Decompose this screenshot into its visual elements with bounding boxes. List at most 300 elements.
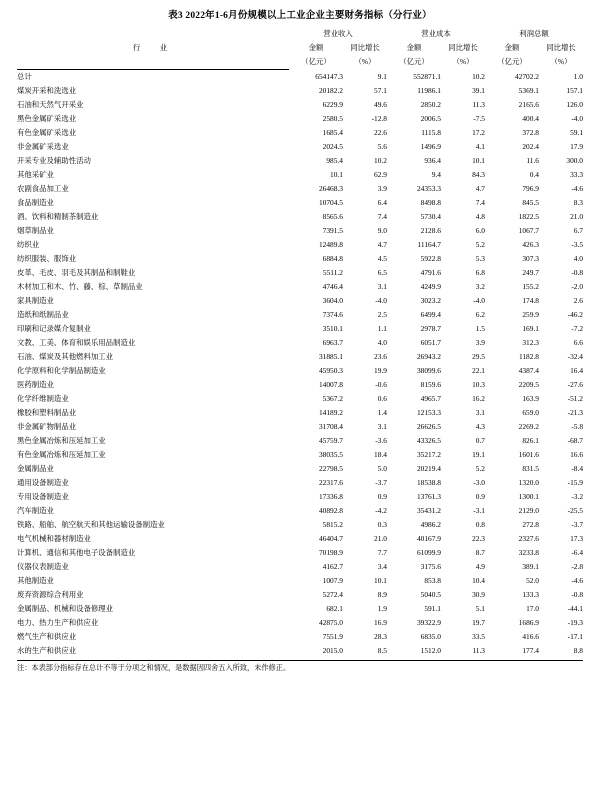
row-revenue-growth: 2.5 [377, 309, 387, 319]
table-row [17, 196, 583, 210]
row-industry-name: 专用设备制造业 [16, 491, 69, 501]
row-revenue-growth: 6.4 [377, 197, 387, 207]
row-revenue-growth: 5.0 [377, 463, 387, 473]
row-cost-amount: 11164.7 [417, 239, 441, 249]
table-row [17, 84, 583, 98]
row-profit-amount: 1822.5 [518, 211, 539, 221]
row-cost-growth: 10.2 [472, 71, 485, 81]
row-cost-growth: 4.8 [475, 211, 485, 221]
subheader-cost-growth-unit: （%） [452, 57, 474, 67]
row-profit-amount: 11.6 [526, 155, 539, 165]
row-profit-amount: 174.8 [522, 295, 539, 305]
row-profit-growth: 1.0 [573, 71, 584, 81]
row-profit-amount: 845.5 [522, 197, 539, 207]
row-industry-name: 皮革、毛皮、羽毛及其制品和制鞋业 [16, 267, 136, 277]
page-title: 表3 2022年1-6月份规模以上工业企业主要财务指标（分行业） [168, 11, 432, 21]
row-industry-name: 金属制品、机械和设备修理业 [16, 603, 114, 613]
row-cost-amount: 853.8 [424, 575, 441, 585]
row-profit-growth: -2.8 [571, 561, 584, 571]
row-cost-amount: 1496.9 [420, 141, 441, 151]
row-revenue-amount: 985.4 [326, 155, 343, 165]
row-revenue-growth: 4.5 [377, 253, 387, 263]
row-profit-growth: 126.0 [566, 99, 584, 109]
row-profit-amount: 1601.6 [518, 449, 539, 459]
subheader-cost-amount-line1: 金额 [406, 43, 422, 53]
row-cost-growth: 3.2 [475, 281, 485, 291]
table-row [17, 308, 583, 322]
row-revenue-growth: 19.9 [374, 365, 387, 375]
row-cost-growth: -3.0 [473, 477, 485, 487]
table-row [17, 378, 583, 392]
row-cost-amount: 39322.9 [416, 617, 441, 627]
table-row [17, 448, 583, 462]
table-row [17, 616, 583, 630]
row-industry-name: 通用设备制造业 [16, 477, 69, 487]
row-revenue-amount: 5367.2 [322, 393, 343, 403]
table-row [17, 266, 583, 280]
table-row [17, 112, 583, 126]
row-cost-amount: 40167.9 [416, 533, 441, 543]
row-profit-growth: -3.5 [571, 239, 584, 249]
row-revenue-amount: 4746.4 [322, 281, 343, 291]
row-revenue-growth: 0.3 [377, 519, 387, 529]
column-header-industry: 行 业 [17, 27, 289, 69]
row-profit-growth: 157.1 [566, 85, 584, 95]
row-cost-growth: 33.5 [472, 631, 485, 641]
row-profit-growth: -4.6 [571, 183, 584, 193]
row-revenue-growth: 10.1 [374, 575, 387, 585]
row-cost-amount: 1115.8 [421, 127, 441, 137]
table-row [17, 560, 583, 574]
row-profit-growth: -46.2 [567, 309, 584, 319]
subheader-revenue-amount-unit: （亿元） [301, 57, 331, 67]
table-row [17, 630, 583, 644]
row-revenue-growth: 10.2 [374, 155, 387, 165]
row-revenue-growth: 5.6 [377, 141, 387, 151]
row-profit-amount: 17.0 [526, 603, 539, 613]
row-profit-growth: 8.3 [573, 197, 584, 207]
row-revenue-growth: 3.1 [377, 421, 387, 431]
row-revenue-growth: 21.0 [374, 533, 387, 543]
row-profit-amount: 2269.2 [518, 421, 539, 431]
row-industry-name: 汽车制造业 [16, 505, 54, 515]
row-revenue-growth: 4.0 [377, 337, 387, 347]
table-row [17, 406, 583, 420]
row-revenue-growth: 3.4 [377, 561, 387, 571]
row-profit-growth: -68.7 [567, 435, 584, 445]
row-cost-growth: 10.4 [472, 575, 485, 585]
row-cost-amount: 35217.2 [416, 449, 441, 459]
row-profit-growth: -4.0 [571, 113, 584, 123]
row-profit-amount: 2209.5 [518, 379, 539, 389]
row-profit-growth: -2.0 [571, 281, 584, 291]
row-revenue-amount: 8565.6 [322, 211, 343, 221]
row-profit-amount: 4387.4 [518, 365, 539, 375]
column-group-revenue: 营业收入 [323, 29, 353, 39]
row-profit-amount: 659.0 [522, 407, 539, 417]
row-industry-name: 水的生产和供应业 [16, 645, 77, 655]
row-cost-growth: -3.1 [473, 505, 485, 515]
row-cost-growth: 4.3 [475, 421, 485, 431]
row-industry-name: 非金属矿物制品业 [16, 421, 77, 431]
row-industry-name: 铁路、船舶、航空航天和其他运输设备制造业 [16, 519, 165, 529]
row-cost-growth: 5.2 [475, 239, 485, 249]
row-revenue-growth: -4.2 [375, 505, 387, 515]
row-profit-amount: 426.3 [522, 239, 539, 249]
row-profit-growth: -21.3 [567, 407, 584, 417]
row-industry-name: 电气机械和器材制造业 [16, 533, 91, 543]
row-cost-amount: 2978.7 [420, 323, 441, 333]
row-cost-amount: 4249.9 [420, 281, 441, 291]
row-profit-amount: 1686.9 [518, 617, 539, 627]
row-industry-name: 有色金属矿采选业 [16, 127, 77, 137]
row-cost-amount: 43326.5 [416, 435, 441, 445]
row-industry-name: 黑色金属矿采选业 [16, 113, 77, 123]
row-cost-growth: 10.1 [472, 155, 485, 165]
row-revenue-growth: 8.5 [377, 645, 387, 655]
row-industry-name: 纺织业 [16, 239, 40, 249]
row-cost-growth: 17.2 [472, 127, 485, 137]
row-cost-growth: 7.4 [475, 197, 485, 207]
row-profit-amount: 2165.6 [518, 99, 539, 109]
row-profit-amount: 202.4 [522, 141, 539, 151]
subheader-cost-growth-line1: 同比增长 [448, 43, 478, 53]
table-row [17, 588, 583, 602]
row-industry-name: 其他采矿业 [16, 169, 54, 179]
row-cost-growth: 19.1 [472, 449, 485, 459]
row-industry-name: 造纸和纸制品业 [16, 309, 69, 319]
row-industry-name: 石油、煤炭及其他燃料加工业 [16, 351, 114, 361]
row-revenue-growth: 62.9 [374, 169, 387, 179]
table-row [17, 644, 583, 658]
row-cost-amount: 6835.0 [420, 631, 441, 641]
subheader-revenue-growth-unit: （%） [354, 57, 376, 67]
row-industry-name: 燃气生产和供应业 [16, 631, 77, 641]
row-industry-name: 医药制造业 [16, 379, 54, 389]
row-revenue-amount: 3604.0 [322, 295, 343, 305]
row-profit-growth: -19.3 [567, 617, 584, 627]
row-revenue-growth: 3.9 [377, 183, 387, 193]
row-profit-growth: 17.3 [570, 533, 584, 543]
table-row [17, 476, 583, 490]
row-cost-amount: 3175.6 [420, 561, 441, 571]
row-revenue-amount: 6963.7 [322, 337, 343, 347]
row-profit-growth: -5.8 [571, 421, 584, 431]
row-revenue-amount: 5815.2 [322, 519, 343, 529]
row-profit-amount: 163.9 [522, 393, 539, 403]
row-industry-name: 橡胶和塑料制品业 [16, 407, 77, 417]
row-cost-amount: 13761.3 [416, 491, 441, 501]
row-industry-name: 酒、饮料和精制茶制造业 [16, 211, 99, 221]
row-profit-growth: -0.8 [571, 589, 584, 599]
table-row [17, 364, 583, 378]
row-revenue-growth: -0.6 [375, 379, 387, 389]
row-cost-growth: 10.3 [472, 379, 485, 389]
row-cost-growth: 4.9 [475, 561, 485, 571]
row-revenue-growth: -4.0 [375, 295, 387, 305]
subheader-revenue-growth-line1: 同比增长 [350, 43, 380, 53]
row-profit-growth: 4.0 [573, 253, 584, 263]
row-revenue-amount: 6229.9 [322, 99, 343, 109]
row-industry-name: 非金属矿采选业 [16, 141, 69, 151]
row-industry-name: 家具制造业 [16, 295, 54, 305]
row-profit-amount: 831.5 [522, 463, 539, 473]
row-industry-name: 计算机、通信和其他电子设备制造业 [16, 547, 136, 557]
row-cost-growth: 4.7 [475, 183, 485, 193]
row-profit-amount: 3233.8 [518, 547, 539, 557]
row-cost-amount: 5730.4 [420, 211, 441, 221]
row-cost-growth: 84.3 [472, 169, 485, 179]
row-cost-amount: 9.4 [431, 169, 441, 179]
row-revenue-amount: 1007.9 [322, 575, 343, 585]
row-cost-growth: -7.5 [473, 113, 485, 123]
row-revenue-amount: 12489.8 [318, 239, 343, 249]
row-profit-growth: -4.6 [571, 575, 584, 585]
row-cost-amount: 2128.6 [420, 225, 441, 235]
row-revenue-growth: 1.1 [377, 323, 387, 333]
row-profit-growth: 17.9 [570, 141, 584, 151]
row-cost-amount: 4986.2 [420, 519, 441, 529]
row-revenue-growth: 49.6 [374, 99, 387, 109]
row-revenue-amount: 26468.3 [318, 183, 343, 193]
table-row [17, 434, 583, 448]
table-footnote [17, 660, 583, 673]
row-cost-amount: 20219.4 [416, 463, 441, 473]
subheader-profit-growth-line1: 同比增长 [546, 43, 576, 53]
row-cost-growth: 22.3 [472, 533, 485, 543]
table-row [17, 140, 583, 154]
row-industry-name: 开采专业及辅助性活动 [16, 155, 91, 165]
row-cost-amount: 1512.0 [420, 645, 441, 655]
row-profit-growth: 2.6 [573, 295, 584, 305]
row-industry-name: 电力、热力生产和供应业 [16, 617, 99, 627]
row-revenue-amount: 45950.3 [318, 365, 343, 375]
row-cost-growth: 30.9 [472, 589, 485, 599]
row-revenue-amount: 3510.1 [322, 323, 343, 333]
row-profit-amount: 2327.6 [518, 533, 539, 543]
row-revenue-growth: -3.7 [375, 477, 387, 487]
row-cost-growth: 5.2 [475, 463, 485, 473]
document-page [0, 7, 600, 673]
row-profit-growth: -17.1 [567, 631, 584, 641]
row-revenue-amount: 4162.7 [322, 561, 343, 571]
row-cost-amount: 4791.6 [420, 267, 441, 277]
table-row [17, 224, 583, 238]
row-revenue-growth: 23.6 [374, 351, 387, 361]
row-revenue-amount: 7374.6 [322, 309, 343, 319]
row-cost-growth: 0.9 [475, 491, 485, 501]
row-revenue-growth: 1.9 [377, 603, 387, 613]
row-revenue-amount: 6884.8 [322, 253, 343, 263]
row-profit-growth: -0.8 [571, 267, 584, 277]
row-cost-growth: 0.7 [475, 435, 485, 445]
table-row [17, 546, 583, 560]
row-revenue-growth: -3.6 [375, 435, 387, 445]
row-profit-amount: 249.7 [522, 267, 539, 277]
row-cost-growth: 6.2 [475, 309, 485, 319]
row-revenue-amount: 1685.4 [322, 127, 343, 137]
row-revenue-amount: 40892.8 [318, 505, 343, 515]
row-profit-amount: 5369.1 [518, 85, 539, 95]
row-profit-growth: 33.3 [570, 169, 584, 179]
table-row [17, 238, 583, 252]
row-cost-amount: 2006.5 [420, 113, 441, 123]
row-cost-amount: 11986.1 [417, 85, 441, 95]
row-industry-name: 化学纤维制造业 [16, 393, 69, 403]
row-cost-growth: 8.7 [475, 547, 485, 557]
row-cost-amount: 24353.3 [416, 183, 441, 193]
row-cost-amount: 26626.5 [416, 421, 441, 431]
row-profit-amount: 826.1 [522, 435, 539, 445]
row-revenue-amount: 17336.8 [318, 491, 343, 501]
row-revenue-amount: 22798.5 [318, 463, 343, 473]
row-industry-name: 石油和天然气开采业 [16, 99, 84, 109]
row-profit-amount: 133.3 [522, 589, 539, 599]
row-cost-amount: 12153.3 [416, 407, 441, 417]
row-revenue-amount: 22317.6 [318, 477, 343, 487]
row-revenue-growth: 16.9 [374, 617, 387, 627]
row-revenue-growth: 9.0 [377, 225, 387, 235]
row-cost-amount: 552871.1 [413, 71, 441, 81]
row-cost-amount: 591.1 [424, 603, 441, 613]
row-profit-amount: 2129.0 [518, 505, 539, 515]
row-profit-amount: 372.8 [522, 127, 539, 137]
row-revenue-amount: 10704.5 [318, 197, 343, 207]
row-profit-growth: 21.0 [570, 211, 584, 221]
row-profit-growth: -3.7 [571, 519, 584, 529]
row-industry-name: 文教、工美、体育和娱乐用品制造业 [16, 337, 136, 347]
row-industry-name: 纺织服装、服饰业 [16, 253, 77, 263]
row-revenue-growth: 22.6 [374, 127, 387, 137]
row-profit-amount: 169.1 [522, 323, 539, 333]
row-industry-name: 木材加工和木、竹、藤、棕、草制品业 [16, 281, 143, 291]
row-industry-name: 有色金属冶炼和压延加工业 [16, 449, 106, 459]
table-row [17, 126, 583, 140]
row-profit-growth: 6.6 [573, 337, 584, 347]
row-cost-growth: 19.7 [472, 617, 485, 627]
row-profit-amount: 177.4 [522, 645, 539, 655]
row-profit-amount: 1320.0 [518, 477, 539, 487]
row-revenue-amount: 14189.2 [318, 407, 343, 417]
row-revenue-amount: 2580.5 [322, 113, 343, 123]
row-cost-amount: 26943.2 [416, 351, 441, 361]
table-row [17, 252, 583, 266]
table-row [17, 322, 583, 336]
row-revenue-growth: 57.1 [374, 85, 387, 95]
row-profit-growth: -3.2 [571, 491, 584, 501]
row-profit-amount: 52.0 [526, 575, 539, 585]
row-profit-amount: 1182.8 [518, 351, 539, 361]
row-industry-name: 总计 [16, 71, 32, 81]
table-body [17, 69, 583, 658]
row-cost-growth: 11.3 [472, 645, 485, 655]
row-revenue-amount: 5272.4 [322, 589, 343, 599]
table-row [17, 154, 583, 168]
row-cost-amount: 18538.8 [416, 477, 441, 487]
row-profit-growth: -25.5 [567, 505, 584, 515]
row-cost-amount: 5040.5 [420, 589, 441, 599]
row-industry-name: 食品制造业 [16, 197, 54, 207]
row-revenue-growth: 0.6 [377, 393, 387, 403]
row-revenue-growth: 7.4 [377, 211, 387, 221]
row-revenue-amount: 42875.0 [318, 617, 343, 627]
row-cost-growth: 16.2 [472, 393, 485, 403]
row-revenue-amount: 38035.5 [318, 449, 343, 459]
row-profit-amount: 155.2 [522, 281, 539, 291]
row-industry-name: 仪器仪表制造业 [16, 561, 69, 571]
row-profit-amount: 389.1 [522, 561, 539, 571]
column-group-profit: 利润总额 [519, 29, 549, 39]
row-cost-growth: 29.5 [472, 351, 485, 361]
row-revenue-growth: 9.1 [377, 71, 387, 81]
table-row [17, 392, 583, 406]
row-revenue-growth: -12.8 [371, 113, 387, 123]
row-profit-growth: -8.4 [571, 463, 584, 473]
row-profit-amount: 307.3 [522, 253, 539, 263]
row-profit-amount: 259.9 [522, 309, 539, 319]
footnote-line-1: 注：本表部分指标存在总计不等于分项之和情况，是数据因四舍五入所致，未作修正。 [17, 663, 291, 672]
table-row [17, 69, 583, 84]
row-profit-amount: 1300.1 [518, 491, 539, 501]
row-cost-growth: 4.1 [475, 141, 485, 151]
row-industry-name: 金属制品业 [16, 463, 54, 473]
row-profit-growth: 59.1 [570, 127, 584, 137]
row-revenue-growth: 7.7 [377, 547, 387, 557]
row-revenue-amount: 2015.0 [322, 645, 343, 655]
row-revenue-amount: 7551.9 [322, 631, 343, 641]
table-row [17, 462, 583, 476]
row-profit-amount: 416.6 [522, 631, 539, 641]
row-cost-growth: 5.1 [475, 603, 485, 613]
subheader-cost-amount-unit: （亿元） [399, 57, 429, 67]
row-cost-growth: -4.0 [473, 295, 485, 305]
row-revenue-amount: 31885.1 [318, 351, 343, 361]
row-profit-growth: -32.4 [567, 351, 584, 361]
row-profit-growth: 16.6 [570, 449, 584, 459]
table-row [17, 490, 583, 504]
column-group-cost: 营业成本 [421, 29, 451, 39]
table-row [17, 420, 583, 434]
row-cost-amount: 6499.4 [420, 309, 441, 319]
row-industry-name: 烟草制品业 [16, 225, 54, 235]
subheader-profit-amount-line1: 金额 [504, 43, 520, 53]
row-revenue-growth: 4.7 [377, 239, 387, 249]
row-industry-name: 农副食品加工业 [16, 183, 69, 193]
table-row [17, 210, 583, 224]
table-row [17, 98, 583, 112]
row-cost-amount: 8498.8 [420, 197, 441, 207]
row-revenue-growth: 28.3 [374, 631, 387, 641]
row-industry-name: 煤炭开采和洗选业 [16, 85, 77, 95]
row-profit-amount: 0.4 [529, 169, 539, 179]
row-revenue-growth: 8.9 [377, 589, 387, 599]
row-cost-amount: 6051.7 [420, 337, 441, 347]
row-revenue-amount: 10.1 [330, 169, 343, 179]
row-revenue-amount: 45759.7 [318, 435, 343, 445]
row-profit-amount: 1067.7 [518, 225, 539, 235]
row-industry-name: 化学原料和化学制品制造业 [16, 365, 106, 375]
row-industry-name: 其他制造业 [16, 575, 54, 585]
subheader-revenue-amount-line1: 金额 [308, 43, 324, 53]
row-profit-growth: -44.1 [567, 603, 584, 613]
table-row [17, 504, 583, 518]
row-profit-growth: -51.2 [567, 393, 584, 403]
row-revenue-growth: 6.5 [377, 267, 387, 277]
row-revenue-amount: 682.1 [326, 603, 343, 613]
row-revenue-growth: 3.1 [377, 281, 387, 291]
table-row [17, 294, 583, 308]
row-cost-growth: 1.5 [475, 323, 485, 333]
